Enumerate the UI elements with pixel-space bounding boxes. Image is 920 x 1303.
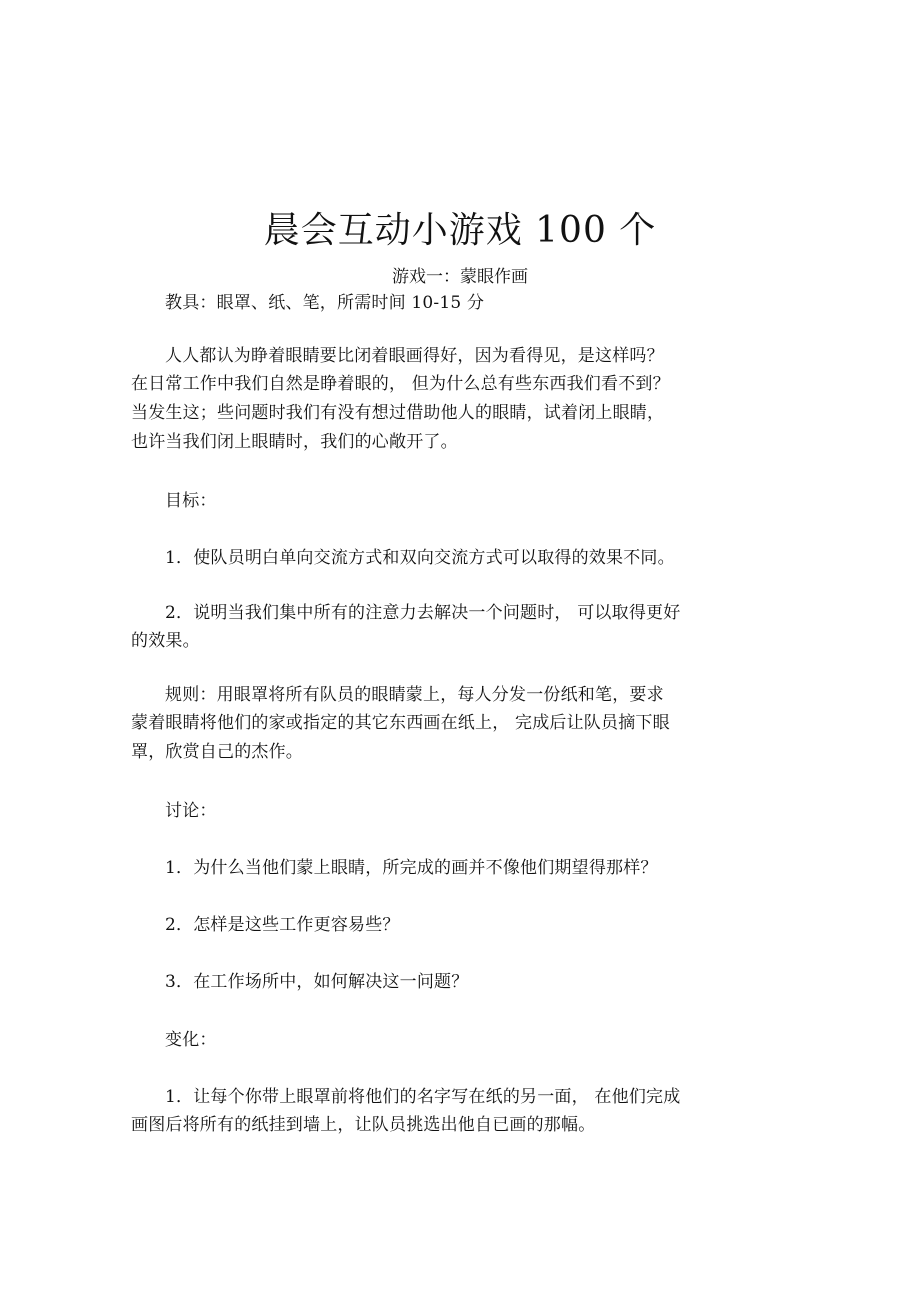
tools-line: 教具：眼罩、纸、笔，所需时间 10-15 分 bbox=[165, 293, 485, 313]
goal-heading: 目标： bbox=[165, 491, 217, 511]
variation-item-1-line: 画图后将所有的纸挂到墙上，让队员挑选出他自已画的那幅。 bbox=[131, 1115, 596, 1135]
discussion-item-2: 2．怎样是这些工作更容易些？ bbox=[165, 915, 400, 935]
intro-line: 人人都认为睁着眼睛要比闭着眼画得好，因为看得见，是这样吗？ bbox=[165, 346, 664, 366]
goal-item-1: 1．使队员明白单向交流方式和双向交流方式可以取得的效果不同。 bbox=[165, 548, 675, 568]
rules-line: 蒙着眼睛将他们的家或指定的其它东西画在纸上， 完成后让队员摘下眼 bbox=[131, 713, 670, 733]
discussion-item-3: 3．在工作场所中，如何解决这一问题？ bbox=[165, 972, 469, 992]
page-title: 晨会互动小游戏 100 个 bbox=[263, 210, 657, 251]
rules-line: 罩，欣赏自己的杰作。 bbox=[131, 742, 303, 762]
goal-item-2-line: 2．说明当我们集中所有的注意力去解决一个问题时， 可以取得更好 bbox=[165, 603, 681, 623]
discussion-heading: 讨论： bbox=[165, 801, 217, 821]
discussion-item-1: 1．为什么当他们蒙上眼睛，所完成的画并不像他们期望得那样？ bbox=[165, 858, 658, 878]
rules-line: 规则：用眼罩将所有队员的眼睛蒙上，每人分发一份纸和笔，要求 bbox=[165, 685, 664, 705]
game-heading: 游戏一：蒙眼作画 bbox=[392, 267, 528, 287]
intro-line: 也许当我们闭上眼睛时，我们的心敞开了。 bbox=[131, 432, 458, 452]
intro-line: 在日常工作中我们自然是睁着眼的， 但为什么总有些东西我们看不到？ bbox=[131, 374, 670, 394]
goal-item-2-line: 的效果。 bbox=[131, 631, 200, 651]
intro-line: 当发生这；些问题时我们有没有想过借助他人的眼睛，试着闭上眼睛， bbox=[131, 403, 665, 423]
variation-item-1-line: 1．让每个你带上眼罩前将他们的名字写在纸的另一面， 在他们完成 bbox=[165, 1087, 681, 1107]
variation-heading: 变化： bbox=[165, 1030, 217, 1050]
